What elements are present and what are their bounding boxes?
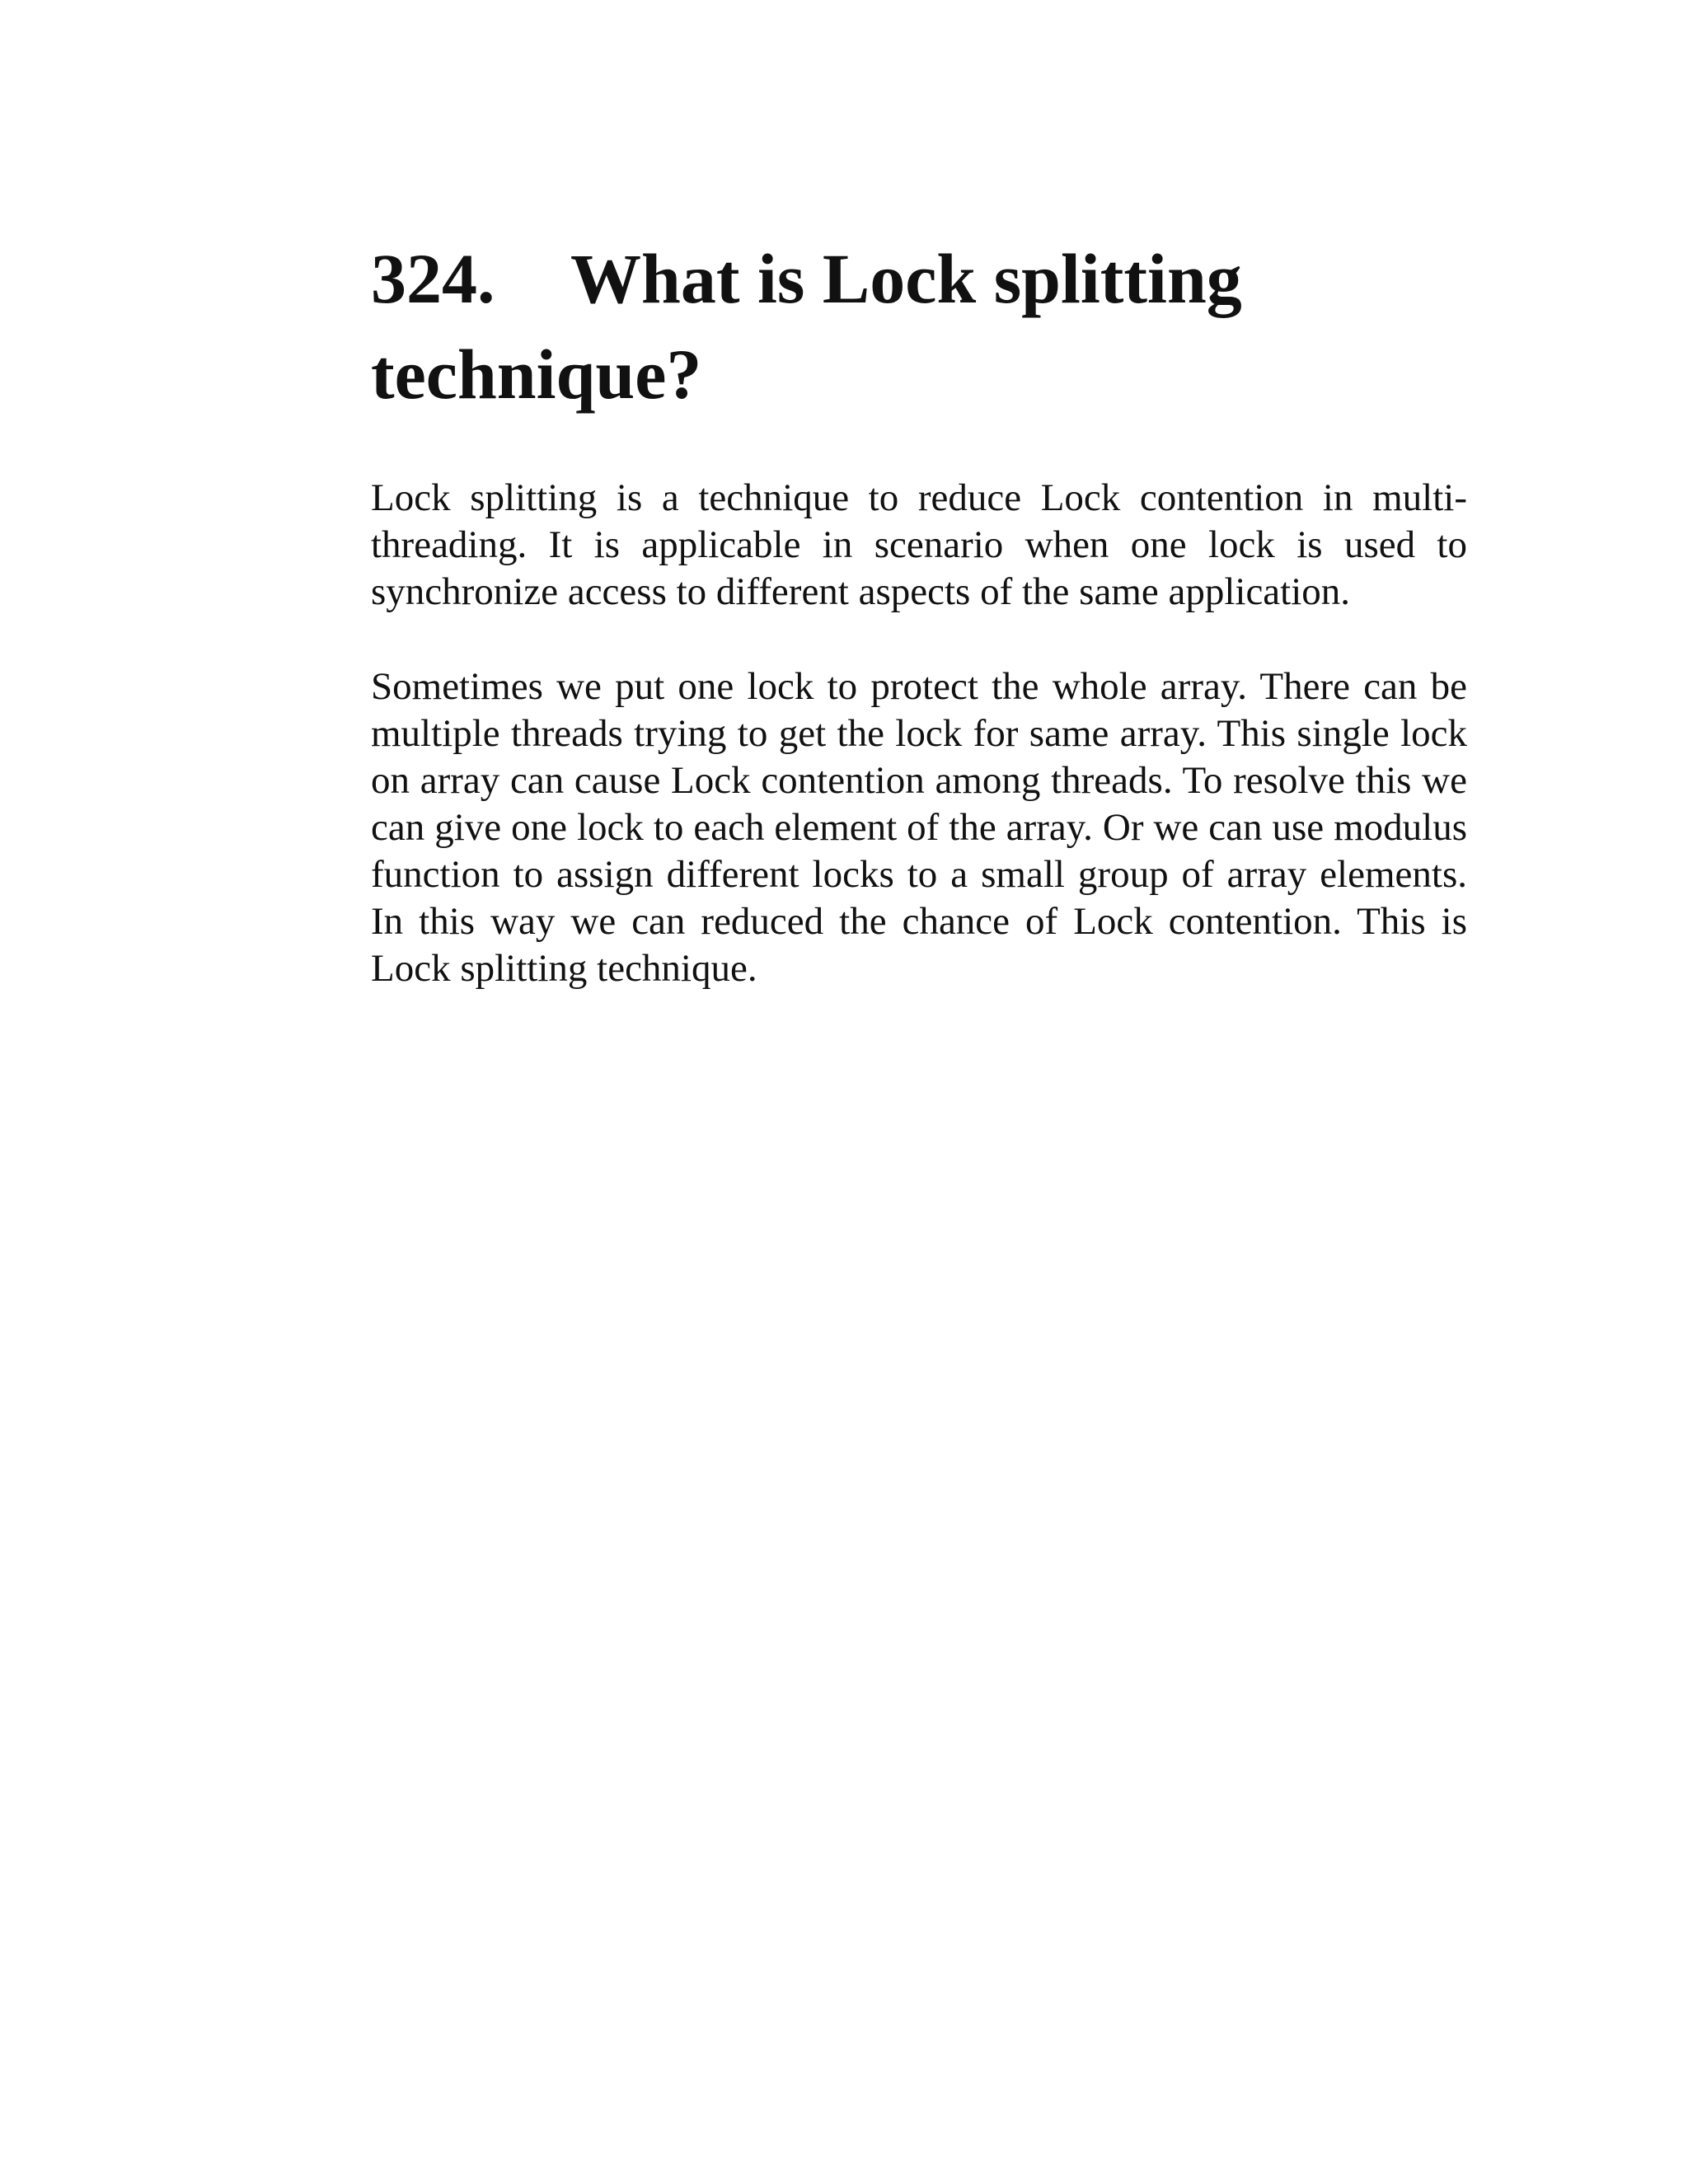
answer-paragraph-1: Lock splitting is a technique to reduce Lock contention in multi-threading. It is applicable in scenario when one lock is used to synchronize access to different aspects of the same application. bbox=[371, 476, 1467, 613]
question-heading bbox=[371, 231, 1467, 422]
question-title-line-2: technique? bbox=[371, 335, 702, 414]
question-title-line-1: What is Lock splitting bbox=[570, 239, 1242, 318]
question-number: 324. bbox=[371, 239, 495, 318]
document-page bbox=[371, 231, 1467, 992]
answer-paragraph-2: Sometimes we put one lock to protect the whole array. There can be multiple threads trying to get the lock for same array. This single lock on array can cause Lock contention among threads. To resolve this we can give one lock to each element of the array. Or we can use modulus function to assign different locks to a small group of array elements. In this way we can reduced the chance of Lock contention. This is Lock splitting technique. bbox=[371, 665, 1467, 990]
